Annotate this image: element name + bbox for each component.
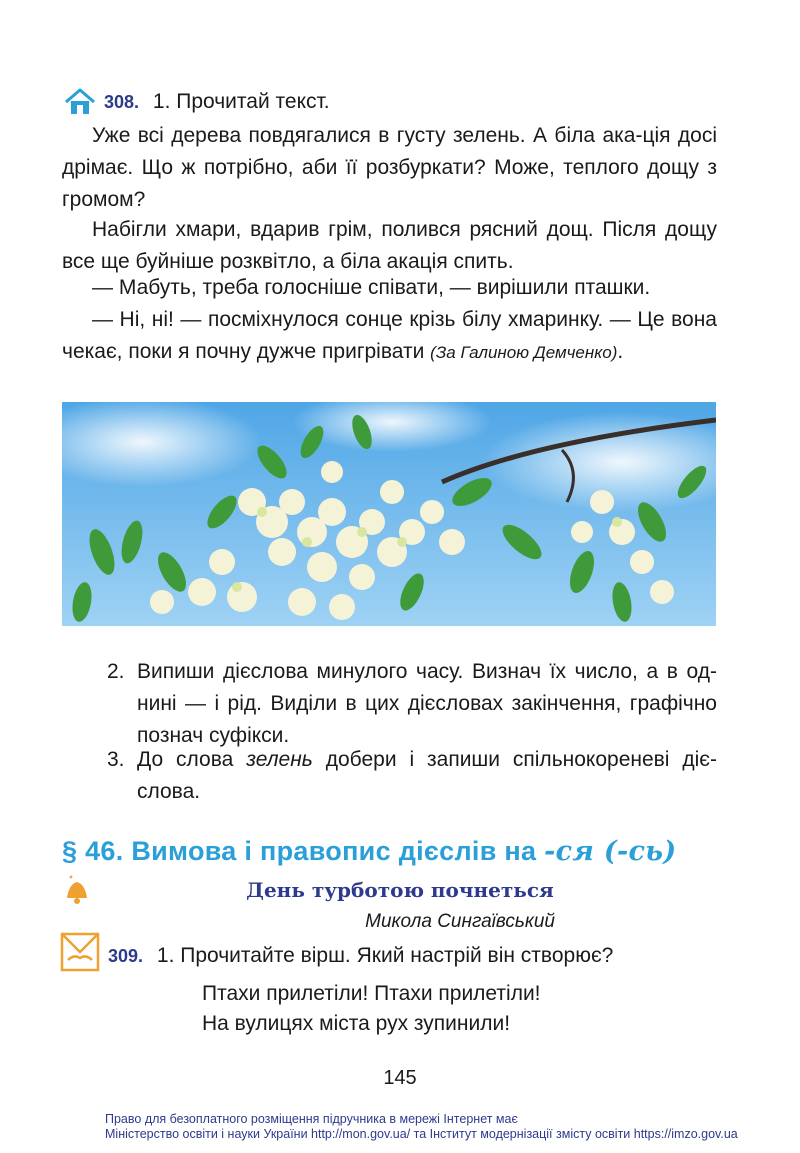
task-3-text <box>137 744 717 808</box>
page-number: 145 <box>383 1067 417 1089</box>
footer-line-1: Право для безоплатного розміщення підручника в мережі Інтернет має <box>105 1112 518 1126</box>
paragraph-4-text: — Ні, ні! — посміхнулося сонце крізь білу хмаринку. — Це вона чекає, поки я почну дужче пригрівати <box>62 308 717 363</box>
house-icon <box>64 88 96 116</box>
period: . <box>617 340 624 363</box>
handshake-icon <box>60 932 100 972</box>
paragraph-1: Уже всі дерева повдягалися в густу зелень. А біла ака-ція досі дрімає. Що ж потрібно, аби її розбуркати? Може, теплого дощу з громом? <box>62 124 717 211</box>
text-source: (За Галиною Демченко) <box>430 343 618 362</box>
paragraph-3: — Мабуть, треба голосніше співати, — вирішили пташки. <box>92 276 651 299</box>
exercise-number: 309. <box>108 946 144 966</box>
exercise-309-header <box>108 940 613 972</box>
section-title-text: § 46. Вимова і правопис дієслів на <box>62 836 545 866</box>
task-2-text: Випиши дієслова минулого часу. Визнач їх число, а в од-нині — і рід. Виділи в цих дієсловах закінчення, графічно познач суфікси. <box>137 660 717 747</box>
footer-line-2: Міністерство освіти і науки України http://mon.gov.ua/ та Інститут модернізації змісту освіти https://imzo.gov.ua <box>105 1127 738 1141</box>
acacia-photo <box>62 402 716 626</box>
poem-title: День турботою почнеться <box>246 878 554 902</box>
task-2-number: 2. <box>107 660 125 683</box>
task-3-text-c: добери і запиши спільнокореневі діє-слова. <box>137 748 717 803</box>
task-instruction: 1. Прочитайте вірш. Який настрій він створює? <box>156 944 614 967</box>
section-suffix: -ся (-сь) <box>544 836 677 867</box>
poem-author: Микола Сингаївський <box>365 911 555 932</box>
paragraph-2: Набігли хмари, вдарив грім, полився рясний дощ. Після дощу все ще буйніше розквітло, а біла акація спить. <box>62 218 717 273</box>
task-3-number: 3. <box>107 748 125 771</box>
exercise-308-header <box>104 86 330 118</box>
poem-line-1: Птахи прилетіли! Птахи прилетіли! <box>202 982 541 1005</box>
exercise-number: 308. <box>104 92 140 112</box>
paragraph-4 <box>62 304 717 369</box>
section-title <box>62 836 676 867</box>
task-instruction: 1. Прочитай текст. <box>152 90 330 113</box>
keyword: зелень <box>246 748 313 771</box>
task-3-text-a: До слова <box>137 748 247 771</box>
poem-line-2: На вулицях міста рух зупинили! <box>202 1012 511 1035</box>
